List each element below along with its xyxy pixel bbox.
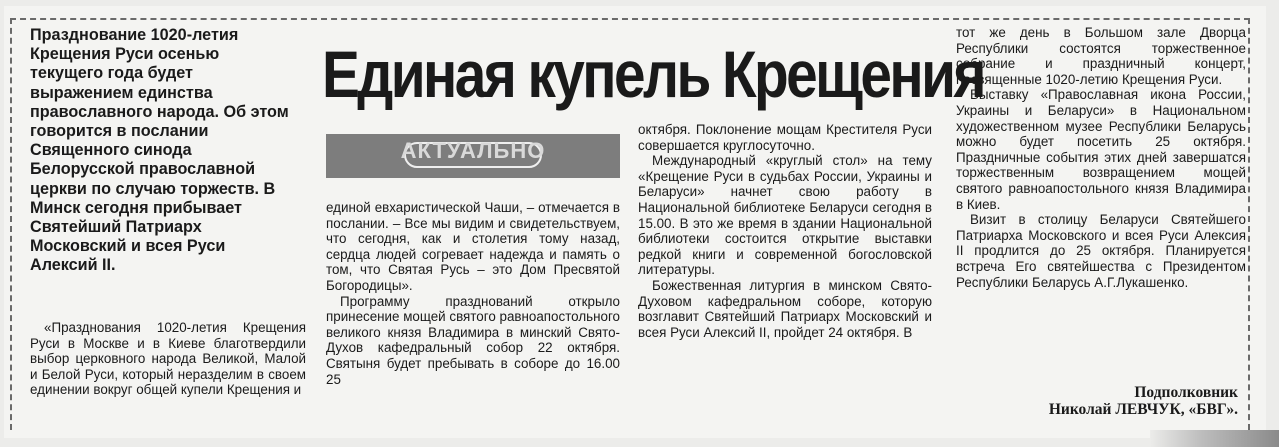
column-2-paragraph-2: Программу празднований открыло принесение мощей святого равноапостольного великого князя Владимира в минский Свято-Духов кафедральный собор 22 октября. Святыня будет пребывать в соборе до 16.00 25 xyxy=(326,293,620,387)
rubric-label: АКТУАЛЬНО xyxy=(400,138,546,163)
column-1-paragraph-1: «Празднования 1020-летия Крещения Руси в Москве и в Киеве благотвердили выбор церковного народа Великой, Малой и Белой Руси, который неразделим в своем единении вокруг общей купели Крещения и xyxy=(30,320,306,398)
column-4-paragraph-3: Визит в столицу Беларуси Святейшего Патриарха Московского и всея Руси Алексия II продлится до 25 октября. Планируется встреча Его святейшества с Президентом Республики Беларусь А.Г.Лукашенко. xyxy=(956,212,1246,290)
signature xyxy=(956,384,1238,418)
signature-name: Николай ЛЕВЧУК, «БВГ». xyxy=(1048,401,1238,418)
column-4-paragraph-1: тот же день в Большом зале Дворца Республики состоятся торжественное собрание и праздничный концерт, посвященные 1020-летию Крещения Руси. xyxy=(956,25,1246,87)
column-1 xyxy=(30,320,306,398)
column-4 xyxy=(956,25,1246,290)
rubric-banner xyxy=(326,134,620,178)
column-3-paragraph-3: Божественная литургия в минском Свято-Духовом кафедральном соборе, которую возглавит Святейший Патриарх Московский и всея Руси Алексий II, пройдет 24 октября. В xyxy=(638,277,932,340)
column-2 xyxy=(326,200,620,387)
column-3 xyxy=(638,122,932,340)
column-3-paragraph-2: Международный «круглый стол» на тему «Крещение Руси в судьбах России, Украины и Беларуси» начнет свою работу в Национальной библиотеке Беларуси сегодня в 15.00. В это же время в здании Национальной библиотеки состоится открытие выставки редкой книги и современной богословской литературы. xyxy=(638,153,932,278)
column-4-paragraph-2: Выставку «Православная икона России, Украины и Беларуси» в Национальном художественном музее Республики Беларусь можно будет посетить 25 октября. Праздничные события этих дней завершатся торжественным возвращением мощей святого равноапостольного князя Владимира в Киев. xyxy=(956,87,1246,212)
column-2-paragraph-1: единой евхаристической Чаши, – отмечается в послании. – Все мы видим и свидетельствуем, что сегодня, как и столетия тому назад, сердца людей согревает надежда и память о том, что Святая Русь – это Дом Пресвятой Богородицы». xyxy=(326,200,620,293)
column-3-paragraph-1: октября. Поклонение мощам Крестителя Руси совершается круглосуточно. xyxy=(638,122,932,153)
signature-rank: Подполковник xyxy=(1134,384,1238,401)
article-lead: Празднование 1020-летия Крещения Руси осенью текущего года будет выражением единства православного народа. Об этом говорится в послании Священного синода Белорусской православной церкви по случаю торжеств. В Минск сегодня прибывает Святейший Патриарх Московский и всея Руси Алексий II. xyxy=(30,26,289,275)
page-corner-decoration xyxy=(1150,430,1279,447)
article-headline: Единая купель Крещения xyxy=(322,37,984,111)
